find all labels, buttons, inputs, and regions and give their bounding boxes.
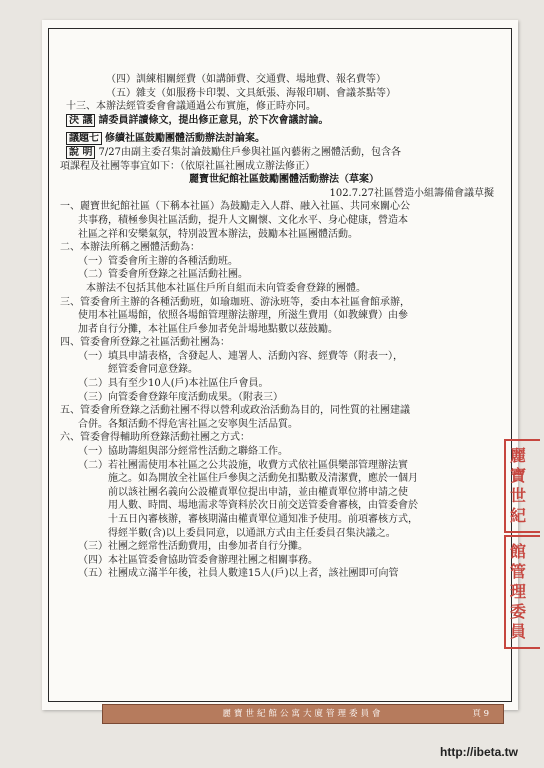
text-line: 本辦法不包括其他本社區住戶所自組而未向管委會登錄的團體。 [86, 282, 366, 294]
text-line: （一）協助籌組與部分經常性活動之聯絡工作。 [78, 446, 288, 458]
text-line: （二）管委會所登錄之社區活動社團。 [78, 269, 248, 281]
text-line: 前以該社團名義向公設權責單位提出申請，並由權責單位將申請之使 [108, 486, 408, 498]
text-line: 得經半數(含)以上委員同意，以通訊方式由主任委員召集決議之。 [108, 527, 396, 539]
draft-date: 102.7.27社區營造小組籌備會議草擬 [329, 187, 494, 199]
text-line: 一、麗寶世紀館社區（下稱本社區）為鼓勵走入人群、融入社區、共同來關心公 [60, 201, 410, 213]
explain-tag: 說 明 [66, 146, 95, 159]
text-line: 合併。各類活動不得危害社區之安寧與生活品質。 [78, 418, 298, 430]
explain-line [60, 146, 508, 160]
text-line: 社區之祥和安樂氣氛，特別設置本辦法，鼓勵本社區團體活動。 [78, 228, 358, 240]
text-line: （二）具有至少10人(戶)本社區住戶會員。 [78, 378, 269, 390]
resolution-text: 請委員詳讀條文，提出修正意見，於下次會議討論。 [98, 114, 329, 126]
text-line: 四、管委會所登錄之社區活動社團為： [60, 337, 230, 349]
text-line: 施之。如為開放全社區住戶參與之活動免扣點數及清潔費，應於一個月 [108, 473, 418, 485]
text-line: 共事務，積極參與社區活動，提升人文關懷、文化水平、身心健康，營造本 [78, 214, 408, 226]
decision-tag: 決 議 [66, 114, 95, 127]
explain-text: 7/27由副主委召集討論鼓勵住戶參與社區內藝術之團體活動，包含各 [98, 146, 401, 158]
text-line: 使用本社區場館，依照各場館管理辦法辦理，所滋生費用（如教練費）由參 [78, 310, 408, 322]
resolution-line [60, 114, 508, 128]
text-line: （五）社團成立滿半年後，社員人數達15人(戶)以上者，該社團即可向管 [78, 568, 399, 580]
text-line: （五）雜支（如服務卡印製、文具紙張、海報印刷、會議茶點等） [106, 87, 396, 99]
text-line: 加者自行分攤，本社區住戶參加者免計場地點數以茲鼓勵。 [78, 323, 338, 335]
text-line: （二）若社團需使用本社區之公共設施，收費方式依社區俱樂部管理辦法實 [78, 459, 408, 471]
text-line: （一）管委會所主辦的各種活動班。 [78, 255, 238, 267]
text-line: 項課程及社團等事宜如下：（依原社區社團成立辦法修正） [60, 160, 315, 172]
page-number: 頁 9 [472, 709, 489, 719]
agenda-title: 修續社區鼓勵團體活動辦法討論案。 [105, 133, 265, 145]
text-line: 二、本辦法所稱之團體活動為： [60, 242, 200, 254]
document-body [60, 73, 508, 581]
text-line: （一）填具申請表格，含發起人、連署人、活動內容、經費等（附表一）， [78, 350, 403, 362]
red-seal-stamp: 麗 寶 世 紀 館 管 理 委 員 [500, 435, 540, 655]
draft-title: 麗寶世紀館社區鼓勵團體活動辦法（草案） [189, 174, 379, 186]
text-line: 十五日內審核辦，審核期滿由權責單位通知准予使用。前項審核方式， [108, 514, 418, 525]
text-line: （四）訓練相關經費（如講師費、交通費、場地費、報名費等） [106, 74, 386, 85]
text-line: 經管委會同意登錄。 [108, 364, 198, 376]
text-line: 六、管委會得輔助所登錄活動社團之方式： [60, 432, 250, 444]
text-line: 用人數、時間、場地需求等資料於次日前交送管委會審核，由管委會於 [108, 500, 418, 512]
text-line: 三、管委會所主辦的各種活動班，如瑜珈班、游泳班等，委由本社區會館承辦， [60, 296, 410, 308]
agenda-line [60, 132, 508, 146]
watermark: http://ibeta.tw [440, 745, 518, 759]
text-line: （四）本社區管委會協助管委會辦理社團之相關事務。 [78, 554, 318, 566]
footer-bar [102, 704, 504, 724]
footer-text: 麗寶世紀館公寓大廈管理委員會 [222, 709, 384, 719]
agenda-tag: 議題七 [66, 132, 102, 145]
document-page [42, 20, 518, 719]
text-line: 十三、本辦法經管委會會議通過公布實施，修正時亦同。 [66, 101, 316, 113]
text-line: （三）社團之經常性活動費用，由參加者自行分攤。 [78, 541, 308, 553]
text-line: （三）向管委會登錄年度活動成果。（附表三） [78, 391, 283, 403]
text-line: 五、管委會所登錄之活動社團不得以營利或政治活動為目的，同性質的社團建議 [60, 405, 410, 417]
